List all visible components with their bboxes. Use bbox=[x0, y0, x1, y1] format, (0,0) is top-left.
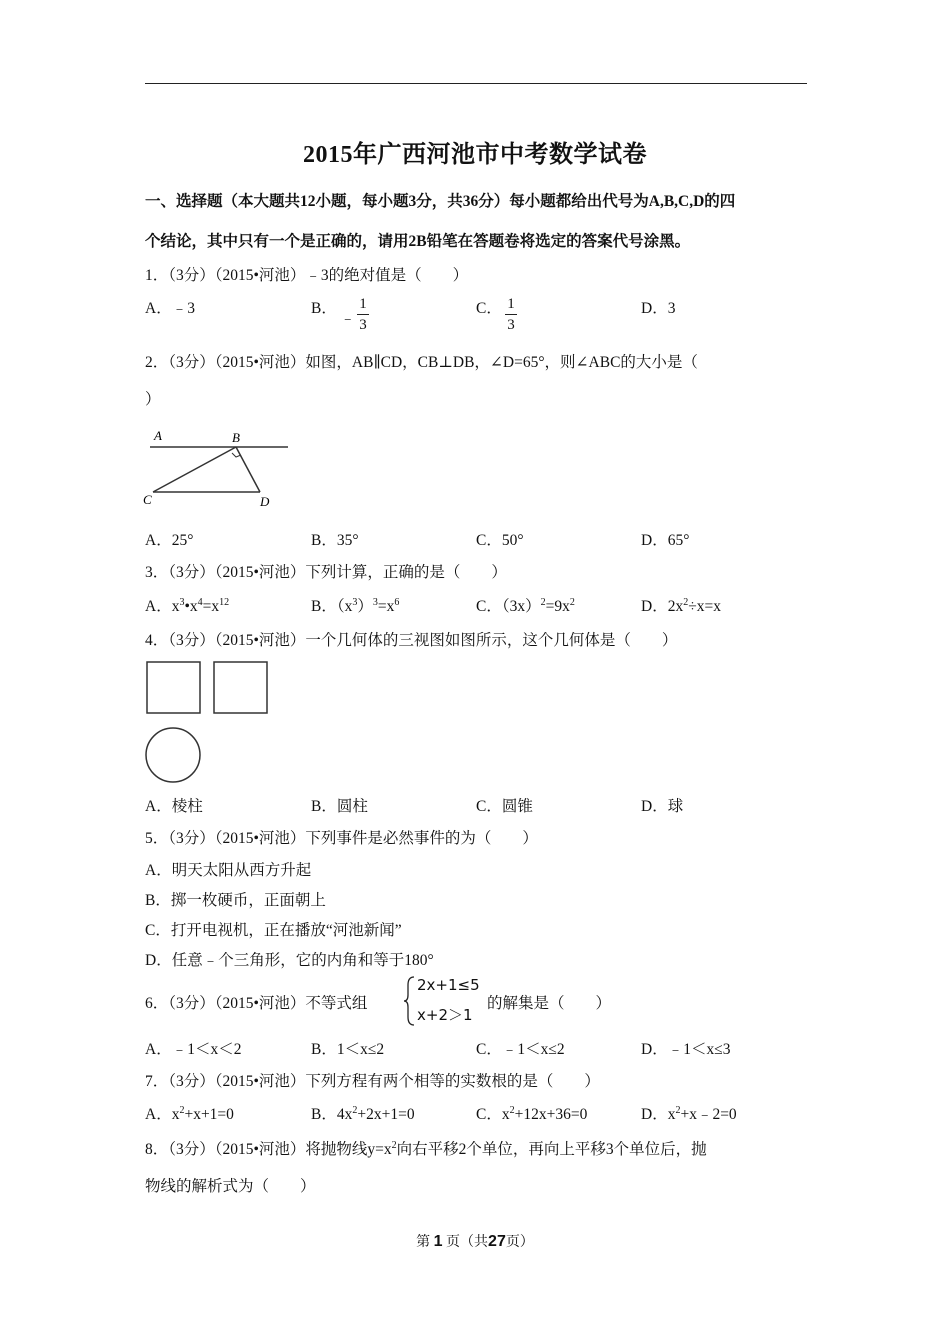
fraction-numerator: 1 bbox=[507, 296, 515, 312]
q1-option-c-fraction bbox=[505, 296, 517, 333]
q4-option-d: D．球 bbox=[641, 798, 684, 815]
question-8-stem-line2: 物线的解析式为（ ） bbox=[145, 1178, 316, 1195]
q3-c-exp2: 2 bbox=[569, 597, 575, 608]
q2-option-d: D．65° bbox=[641, 532, 690, 549]
q5-option-d: D．任意﹣个三角形，它的内角和等于180° bbox=[145, 952, 434, 969]
q3-d-part: D．2x bbox=[641, 598, 684, 615]
q7-a-part: +x+1=0 bbox=[184, 1106, 234, 1123]
q3-option-b bbox=[311, 594, 399, 616]
q7-option-b bbox=[311, 1102, 415, 1124]
question-4-stem: 4．（3分）（2015•河池）一个几何体的三视图如图所示，这个几何体是（ ） bbox=[145, 632, 678, 649]
q3-b-part: =x bbox=[377, 598, 395, 615]
q7-c-exp: 2 bbox=[509, 1105, 515, 1116]
q1-option-d: D．3 bbox=[641, 300, 676, 317]
q3-d-part: ÷x=x bbox=[688, 598, 721, 615]
q3-a-exp1: 3 bbox=[179, 597, 185, 608]
q4-option-a: A．棱柱 bbox=[145, 798, 203, 815]
q3-b-exp1: 3 bbox=[352, 597, 358, 608]
question-8-stem bbox=[145, 1137, 707, 1159]
page-title: 2015年广西河池市中考数学试卷 bbox=[303, 142, 647, 168]
q1-option-b-sign: ﹣ bbox=[340, 310, 356, 327]
q3-b-exp3: 6 bbox=[394, 597, 400, 608]
q6-brace bbox=[402, 975, 416, 1027]
q6-option-c: C．﹣1＜x≤2 bbox=[476, 1041, 565, 1058]
question-6-stem-end: 的解集是（ ） bbox=[487, 995, 612, 1012]
label-b: B bbox=[232, 430, 240, 445]
q3-c-part: C．（3x） bbox=[476, 598, 541, 615]
fraction-bar bbox=[357, 314, 369, 315]
question-3-stem: 3．（3分）（2015•河池）下列计算，正确的是（ ） bbox=[145, 564, 507, 581]
q2-option-b: B．35° bbox=[311, 532, 359, 549]
q3-a-part: •x bbox=[184, 598, 198, 615]
question-5-stem: 5．（3分）（2015•河池）下列事件是必然事件的为（ ） bbox=[145, 830, 538, 847]
footer-part: 页） bbox=[505, 1235, 534, 1250]
question-7-stem: 7．（3分）（2015•河池）下列方程有两个相等的实数根的是（ ） bbox=[145, 1073, 600, 1090]
q8-part: 8．（3分）（2015•河池）将抛物线y=x bbox=[145, 1141, 392, 1158]
q3-c-exp1: 2 bbox=[540, 597, 546, 608]
q6-option-d: D．﹣1＜x≤3 bbox=[641, 1041, 731, 1058]
q7-d-part: +x﹣2=0 bbox=[680, 1106, 737, 1123]
q7-option-c bbox=[476, 1102, 587, 1124]
q3-a-part: =x bbox=[202, 598, 220, 615]
brace-path bbox=[404, 977, 414, 1025]
q6-option-b: B．1＜x≤2 bbox=[311, 1041, 385, 1058]
q8-part: 向右平移2个单位，再向上平移3个单位后，抛 bbox=[396, 1141, 707, 1158]
header-rule bbox=[145, 83, 807, 84]
q4-option-b: B．圆柱 bbox=[311, 798, 368, 815]
segment-bd bbox=[236, 447, 260, 492]
question-6-stem-start: 6．（3分）（2015•河池）不等式组 bbox=[145, 995, 368, 1012]
label-c: C bbox=[143, 492, 152, 507]
fraction-bar bbox=[505, 314, 517, 315]
q1-option-a: A．﹣3 bbox=[145, 300, 195, 317]
q7-b-part: +2x+1=0 bbox=[357, 1106, 415, 1123]
q3-d-exp1: 2 bbox=[683, 597, 689, 608]
question-2-stem-end: ） bbox=[145, 391, 161, 408]
q2-figure bbox=[140, 422, 300, 514]
q1-option-b-label: B． bbox=[311, 300, 337, 317]
q2-option-c: C．50° bbox=[476, 532, 524, 549]
footer-part: 页（共 bbox=[446, 1235, 489, 1250]
q3-a-exp3: 12 bbox=[219, 597, 230, 608]
q6-inequality-1: 2x+1≤5 bbox=[417, 976, 480, 994]
question-2-stem: 2．（3分）（2015•河池）如图，AB∥CD，CB⊥DB，∠D=65°，则∠ABC的大小是（ bbox=[145, 354, 698, 371]
q1-option-c-label: C． bbox=[476, 300, 502, 317]
q3-option-d bbox=[641, 594, 721, 616]
section-heading-line1: 一、选择题（本大题共12小题，每小题3分，共36分）每小题都给出代号为A,B,C,D的四 bbox=[145, 193, 736, 210]
q3-b-part: B．（x bbox=[311, 598, 353, 615]
q3-option-a bbox=[145, 594, 229, 616]
segment-bc bbox=[153, 447, 236, 492]
q7-a-exp: 2 bbox=[179, 1105, 185, 1116]
q7-option-a bbox=[145, 1102, 234, 1124]
q3-b-exp2: 3 bbox=[372, 597, 378, 608]
q7-b-part: B．4x bbox=[311, 1106, 353, 1123]
q5-option-c: C．打开电视机，正在播放“河池新闻” bbox=[145, 922, 402, 939]
page-footer bbox=[0, 1231, 950, 1251]
label-d: D bbox=[260, 494, 270, 509]
q4-option-c: C．圆锥 bbox=[476, 798, 533, 815]
q7-a-part: A．x bbox=[145, 1106, 180, 1123]
q7-d-part: D．x bbox=[641, 1106, 676, 1123]
q7-b-exp: 2 bbox=[352, 1105, 358, 1116]
side-view-square bbox=[214, 662, 267, 713]
q3-option-c bbox=[476, 594, 575, 616]
q5-option-a: A．明天太阳从西方升起 bbox=[145, 862, 312, 879]
q3-c-part: =9x bbox=[545, 598, 570, 615]
top-view-circle bbox=[146, 728, 200, 782]
q5-option-b: B．掷一枚硬币，正面朝上 bbox=[145, 892, 326, 909]
fraction-numerator: 1 bbox=[359, 296, 367, 312]
q2-option-a: A．25° bbox=[145, 532, 194, 549]
footer-part: 第 bbox=[416, 1235, 431, 1250]
q3-b-part: ） bbox=[357, 598, 373, 615]
footer-page-number: 1 bbox=[433, 1233, 443, 1250]
q7-d-exp: 2 bbox=[675, 1105, 681, 1116]
q7-c-part: +12x+36=0 bbox=[514, 1106, 588, 1123]
front-view-square bbox=[147, 662, 200, 713]
q6-inequality-2: x+2＞1 bbox=[417, 1006, 473, 1024]
section-heading-line2: 个结论，其中只有一个是正确的，请用2B铅笔在答题卷将选定的答案代号涂黑。 bbox=[145, 233, 691, 250]
q3-a-part: A．x bbox=[145, 598, 180, 615]
q7-option-d bbox=[641, 1102, 737, 1124]
question-1-stem: 1．（3分）（2015•河池）﹣3的绝对值是（ ） bbox=[145, 267, 469, 284]
q4-three-views-figure bbox=[140, 656, 280, 788]
q7-c-part: C．x bbox=[476, 1106, 510, 1123]
footer-total-pages: 27 bbox=[488, 1233, 506, 1250]
fraction-denominator: 3 bbox=[507, 317, 515, 333]
label-a: A bbox=[154, 428, 162, 443]
fraction-denominator: 3 bbox=[359, 317, 367, 333]
q8-exp: 2 bbox=[391, 1140, 397, 1151]
q6-option-a: A．﹣1＜x＜2 bbox=[145, 1041, 242, 1058]
q3-a-exp2: 4 bbox=[197, 597, 203, 608]
q1-option-b-fraction bbox=[357, 296, 369, 333]
